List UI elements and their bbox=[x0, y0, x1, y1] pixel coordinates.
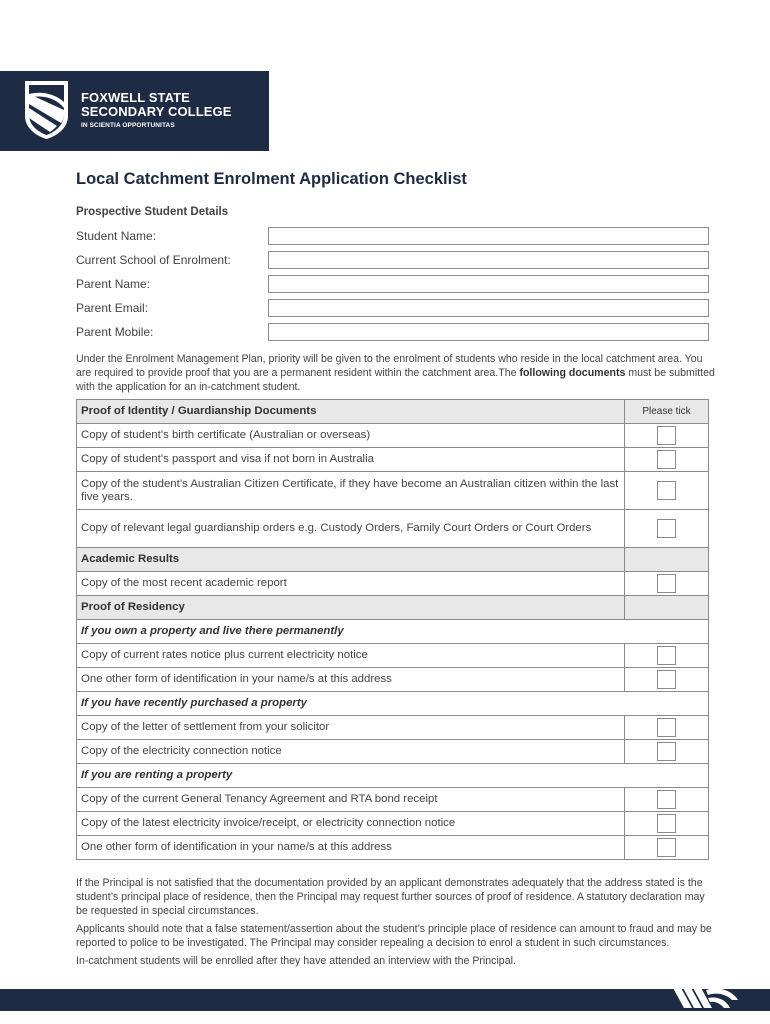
parent-mobile-row bbox=[76, 323, 709, 341]
purchased-property-heading: If you have recently purchased a property bbox=[77, 692, 709, 716]
student-details-heading: Prospective Student Details bbox=[76, 206, 229, 218]
residency-section-header bbox=[77, 596, 709, 620]
checklist-row bbox=[77, 812, 709, 836]
academic-section-header bbox=[77, 548, 709, 572]
student-name-label: Student Name: bbox=[76, 229, 157, 243]
footnote-false-statement: Applicants should note that a false statement/assertion about the student’s principle place of residence can amount to fraud and may be reported to police to be investigated. The Principal may consider repealing a decision to enrol a student in such circumstances. bbox=[76, 923, 712, 949]
tick-checkbox[interactable] bbox=[657, 646, 676, 665]
tick-checkbox[interactable] bbox=[657, 481, 676, 500]
checklist-row bbox=[77, 472, 709, 510]
tick-checkbox[interactable] bbox=[657, 574, 676, 593]
tick-checkbox[interactable] bbox=[657, 450, 676, 469]
checklist-item-label: Copy of current rates notice plus current electricity notice bbox=[77, 644, 625, 668]
tick-checkbox[interactable] bbox=[657, 718, 676, 737]
purchased-property-subheader bbox=[77, 692, 709, 716]
checklist-item-label: Copy of student’s birth certificate (Australian or overseas) bbox=[77, 424, 625, 448]
checklist-row bbox=[77, 836, 709, 860]
checklist-item-label: Copy of the latest electricity invoice/receipt, or electricity connection notice bbox=[77, 812, 625, 836]
student-name-field[interactable] bbox=[268, 227, 709, 245]
tick-checkbox[interactable] bbox=[657, 742, 676, 761]
tick-checkbox[interactable] bbox=[657, 426, 676, 445]
parent-name-field[interactable] bbox=[268, 275, 709, 293]
parent-email-field[interactable] bbox=[268, 299, 709, 317]
current-school-field[interactable] bbox=[268, 251, 709, 269]
renting-property-heading: If you are renting a property bbox=[77, 764, 709, 788]
footnote-principal-satisfaction: If the Principal is not satisfied that the documentation provided by an applicant demonstrates adequately that the address stated is the student’s principal place of residence, then the Principal may request further sources of proof of residence. A statutory declaration may be requested in special circumstances. bbox=[76, 877, 705, 917]
parent-email-label: Parent Email: bbox=[76, 301, 149, 315]
checklist-item-label: Copy of the letter of settlement from your solicitor bbox=[77, 716, 625, 740]
residency-heading: Proof of Residency bbox=[77, 596, 625, 620]
tick-checkbox[interactable] bbox=[657, 519, 676, 538]
checklist-item-label: One other form of identification in your name/s at this address bbox=[77, 668, 625, 692]
school-name-line1: FOXWELL STATE bbox=[81, 90, 190, 105]
current-school-label: Current School of Enrolment: bbox=[76, 253, 231, 267]
tick-checkbox[interactable] bbox=[657, 814, 676, 833]
footnotes bbox=[76, 876, 716, 972]
checklist-row bbox=[77, 424, 709, 448]
document-checklist-table bbox=[76, 399, 709, 860]
academic-heading: Academic Results bbox=[77, 548, 625, 572]
intro-text-before: Under the Enrolment Management Plan, priority will be given to the enrolment of students who reside in the local catchment area. You are required to provide proof that you are a permanent resident within the catchment area.The bbox=[76, 353, 703, 379]
checklist-row bbox=[77, 510, 709, 548]
checklist-item-label: Copy of the most recent academic report bbox=[77, 572, 625, 596]
school-motto: IN SCIENTIA OPPORTUNITAS bbox=[81, 122, 175, 129]
checklist-row bbox=[77, 716, 709, 740]
renting-property-subheader bbox=[77, 764, 709, 788]
intro-text-after: must be submitted with the application for an in-catchment student. bbox=[76, 367, 715, 393]
footer-bar bbox=[0, 989, 770, 1011]
identity-heading: Proof of Identity / Guardianship Documents bbox=[77, 400, 625, 424]
checklist-item-label: Copy of relevant legal guardianship orders e.g. Custody Orders, Family Court Orders or Court Orders bbox=[77, 510, 625, 548]
school-name bbox=[81, 91, 232, 119]
identity-section-header bbox=[77, 400, 709, 424]
checklist-row bbox=[77, 448, 709, 472]
parent-mobile-label: Parent Mobile: bbox=[76, 325, 154, 339]
checklist-item-label: Copy of the current General Tenancy Agreement and RTA bond receipt bbox=[77, 788, 625, 812]
tick-column-header: Please tick bbox=[625, 400, 709, 424]
intro-paragraph bbox=[76, 352, 716, 394]
tick-checkbox[interactable] bbox=[657, 838, 676, 857]
footnote-interview: In-catchment students will be enrolled after they have attended an interview with the Principal. bbox=[76, 955, 516, 967]
parent-name-label: Parent Name: bbox=[76, 277, 151, 291]
checklist-row bbox=[77, 644, 709, 668]
checklist-item-label: Copy of the electricity connection notice bbox=[77, 740, 625, 764]
checklist-item-label: One other form of identification in your name/s at this address bbox=[77, 836, 625, 860]
own-property-heading: If you own a property and live there permanently bbox=[77, 620, 709, 644]
page-title: Local Catchment Enrolment Application Checklist bbox=[76, 170, 467, 188]
checklist-row bbox=[77, 668, 709, 692]
own-property-subheader bbox=[77, 620, 709, 644]
stripes-logo-icon bbox=[672, 986, 742, 1014]
checklist-row bbox=[77, 788, 709, 812]
checklist-row bbox=[77, 572, 709, 596]
current-school-row bbox=[76, 251, 709, 269]
tick-checkbox[interactable] bbox=[657, 670, 676, 689]
parent-email-row bbox=[76, 299, 709, 317]
checklist-item-label: Copy of the student’s Australian Citizen Certificate, if they have become an Australian citizen within the last five years. bbox=[77, 472, 625, 510]
parent-mobile-field[interactable] bbox=[268, 323, 709, 341]
checklist-row bbox=[77, 740, 709, 764]
school-banner bbox=[0, 71, 269, 151]
student-name-row bbox=[76, 227, 709, 245]
school-crest-icon bbox=[24, 80, 69, 140]
school-name-line2: SECONDARY COLLEGE bbox=[81, 104, 232, 119]
tick-checkbox[interactable] bbox=[657, 790, 676, 809]
intro-bold-text: following documents bbox=[519, 367, 626, 379]
parent-name-row bbox=[76, 275, 709, 293]
checklist-item-label: Copy of student’s passport and visa if not born in Australia bbox=[77, 448, 625, 472]
